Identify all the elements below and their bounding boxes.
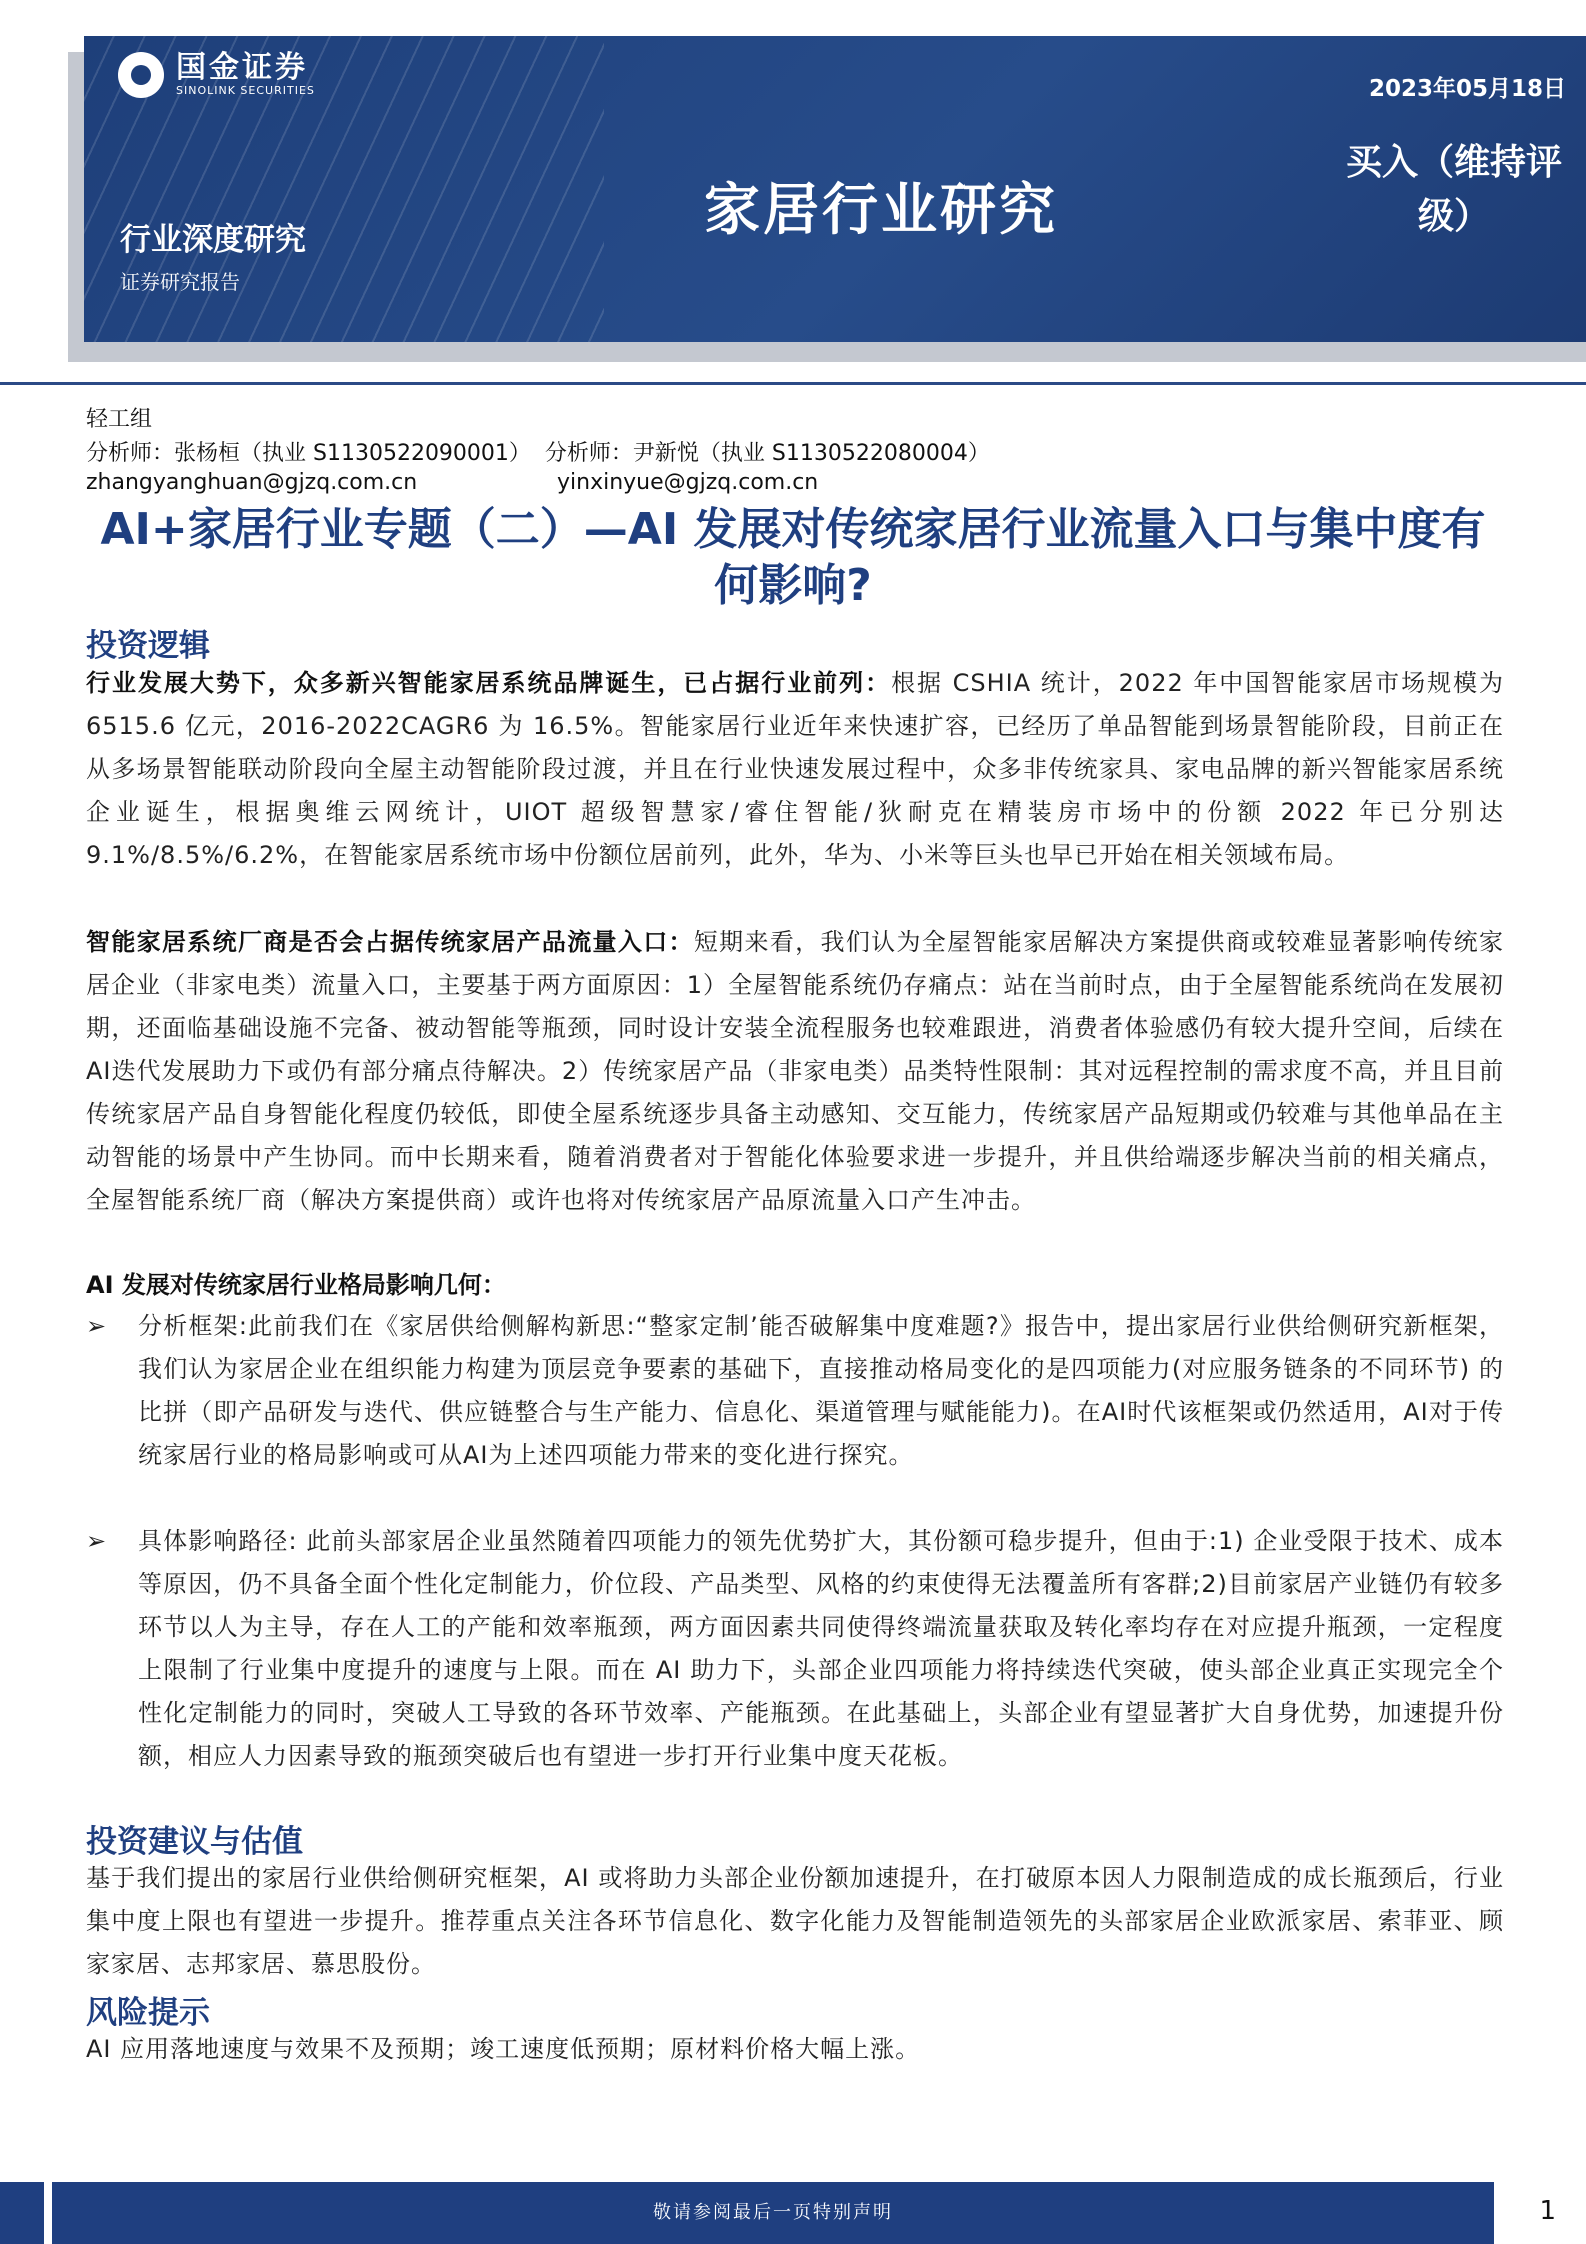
footer-accent [0,2182,44,2244]
header-divider [0,382,1586,385]
section-heading-risk: 风险提示 [86,1995,210,2031]
paragraph-lead: 智能家居系统厂商是否会占据传统家居产品流量入口： [86,928,694,956]
paragraph-advice: 基于我们提出的家居行业供给侧研究框架，AI 或将助力头部企业份额加速提升，在打破原本因人力限制造成的成长瓶颈后，行业集中度上限也有望进一步提升。推荐重点关注各环节信息化、数字化能力及智能制造领先的头部家居企业欧派家居、索菲亚、顾家家居、志邦家居、慕思股份。 [86,1864,1504,1978]
report-header [84,36,1586,342]
logo-english: SINOLINK SECURITIES [176,84,315,97]
bullet-arrow-icon: ➢ [86,1527,108,1555]
analyst-email-1: zhangyanghuan@gjzq.com.cn [86,470,418,495]
report-date: 2023年05月18日 [1368,76,1566,102]
logo-mark-icon [118,52,164,98]
bullet-analysis-framework [86,1305,1504,1477]
page-footer [0,2182,1586,2244]
footer-disclaimer: 敬请参阅最后一页特别声明 [52,2182,1494,2244]
section-heading-advice: 投资建议与估值 [86,1824,303,1860]
page-number: 1 [1539,2196,1556,2226]
bullet-arrow-icon: ➢ [86,1312,108,1340]
paragraph-lead: 行业发展大势下，众多新兴智能家居系统品牌诞生，已占据行业前列： [86,669,892,697]
report-title: AI+家居行业专题（二）—AI 发展对传统家居行业流量入口与集中度有何影响? [100,504,1486,611]
company-logo [118,52,315,98]
logo-name: 国金证券 [176,50,308,85]
bullet-text: 具体影响路径: 此前头部家居企业虽然随着四项能力的领先优势扩大，其份额可稳步提升，但由于:1) 企业受限于技术、成本等原因，仍不具备全面个性化定制能力，价位段、产品类型、风格的约束使得无法覆盖所有客群;2)目前家居产业链仍有较多环节以人为主导，存在人工的产能和效率瓶颈，两方面因素共同使得终端流量获取及转化率均存在对应提升瓶颈，一定程度上限制了行业集中度提升的速度与上限。而在 AI 助力下，头部企业四项能力将持续迭代突破，使头部企业真正实现完全个性化定制能力的同时，突破人工导致的各环节效率、产能瓶颈。在此基础上，头部企业有望显著扩大自身优势，加速提升份额，相应人力因素导致的瓶颈突破后也有望进一步打开行业集中度天花板。 [138,1527,1504,1770]
paragraph-risk: AI 应用落地速度与效果不及预期；竣工速度低预期；原材料价格大幅上涨。 [86,2035,921,2063]
section-heading-logic: 投资逻辑 [86,628,210,664]
rating-badge: 买入（维持评级） [1345,142,1562,237]
bullet-text: 分析框架:此前我们在《家居供给侧解构新思:“整家定制’能否破解集中度难题?》报告中，提出家居行业供给侧研究新框架，我们认为家居企业在组织能力构建为顶层竞争要素的基础下，直接推动格局变化的是四项能力(对应服务链条的不同环节) 的比拼（即产品研发与迭代、供应链整合与生产能力、信息化、渠道管理与赋能能力)。在AI时代该框架或仍然适用，AI对于传统家居行业的格局影响或可从AI为上述四项能力带来的变化进行探究。 [138,1312,1504,1469]
header-title: 家居行业研究 [704,178,1058,243]
analyst-line: 分析师：张杨桓（执业 S1130522090001） 分析师：尹新悦（执业 S1130522080004） [86,441,990,466]
paragraph-traffic-entry [86,921,1504,1222]
report-category: 行业深度研究 [120,222,306,258]
team-group: 轻工组 [86,407,153,432]
paragraph-body: 根据 CSHIA 统计，2022 年中国智能家居市场规模为 6515.6 亿元，2016-2022CAGR6 为 16.5%。智能家居行业近年来快速扩容，已经历了单品智能到场景智能阶段，目前正在从多场景智能联动阶段向全屋主动智能阶段过渡，并且在行业快速发展过程中，众多非传统家具、家电品牌的新兴智能家居系统企业诞生，根据奥维云网统计，UIOT 超级智慧家/睿住智能/狄耐克在精装房市场中的份额 2022 年已分别达 9.1%/8.5%/6.2%，在智能家居系统市场中份额位居前列，此外，华为、小米等巨头也早已开始在相关领域布局。 [86,669,1505,869]
paragraph-industry-trend [86,662,1504,877]
analyst-email-2: yinxinyue@gjzq.com.cn [557,470,819,495]
bullet-impact-path [86,1520,1504,1778]
paragraph-body: 短期来看，我们认为全屋智能家居解决方案提供商或较难显著影响传统家居企业（非家电类）流量入口，主要基于两方面原因：1）全屋智能系统仍存痛点：站在当前时点，由于全屋智能系统尚在发展初期，还面临基础设施不完备、被动智能等瓶颈，同时设计安装全流程服务也较难跟进，消费者体验感仍有较大提升空间，后续在AI迭代发展助力下或仍有部分痛点待解决。2）传统家居产品（非家电类）品类特性限制：其对远程控制的需求度不高，并且目前传统家居产品自身智能化程度仍较低，即使全屋系统逐步具备主动感知、交互能力，传统家居产品短期或仍较难与其他单品在主动智能的场景中产生协同。而中长期来看，随着消费者对于智能化体验要求进一步提升，并且供给端逐步解决当前的相关痛点，全屋智能系统厂商（解决方案提供商）或许也将对传统家居产品原流量入口产生冲击。 [86,928,1505,1214]
report-subtype: 证券研究报告 [120,270,240,294]
subheading-ai-impact: AI 发展对传统家居行业格局影响几何： [86,1271,506,1299]
